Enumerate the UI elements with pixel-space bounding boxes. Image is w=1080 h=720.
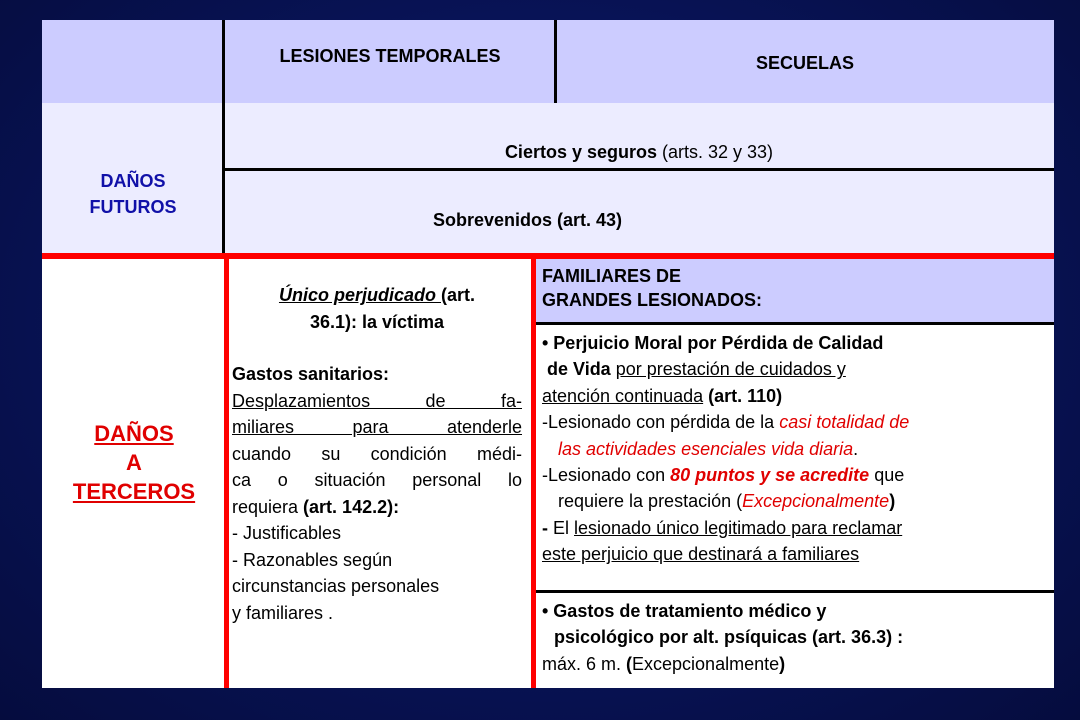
divider-perjuicio-gastos [534, 590, 1054, 593]
header-secuelas: SECUELAS [556, 20, 1054, 103]
gastos-tratamiento-line-3: máx. 6 m. (Excepcionalmente) [542, 653, 786, 674]
lesionado-casi-totalidad-line-1: -Lesionado con pérdida de la casi totalidad de [542, 412, 910, 433]
danos-a-terceros-label: DAÑOS A TERCEROS [42, 256, 226, 688]
familiares-grandes-lesionados-header: FAMILIARES DE GRANDES LESIONADOS: [536, 256, 1054, 324]
justificables-item: - Justificables [232, 523, 342, 543]
desplazamientos-line-1: Desplazamientos de fa- [232, 390, 522, 411]
lesionado-80-puntos-line-2: requiere la prestación (Excepcionalmente) [558, 491, 896, 512]
divider-ciertos-sobrevenidos [222, 168, 1054, 171]
red-divider-horizontal [42, 253, 1054, 259]
unico-perjudicado-cell [226, 256, 532, 688]
ciertos-seguros-bold: Ciertos y seguros [504, 142, 657, 162]
familiares-line: y familiares . [232, 602, 334, 623]
divider-header-vertical-1 [222, 20, 225, 256]
lesionado-unico-line-2: este perjuicio que destinará a familiares [542, 544, 860, 565]
gastos-sanitarios-heading: Gastos sanitarios: [232, 364, 390, 384]
circunstancias-line: circunstancias personales [232, 576, 440, 596]
divider-header-vertical-2 [554, 20, 557, 103]
lesionado-unico-line-1: - El lesionado único legitimado para reclamar [542, 517, 903, 538]
red-divider-vertical-1 [224, 253, 229, 688]
razonables-item: - Razonables según [232, 549, 393, 570]
condicion-line-1: cuando su condición médi- [232, 443, 522, 464]
lesionado-casi-totalidad-line-2: las actividades esenciales vida diaria. [558, 438, 859, 459]
la-victima-line: 36.1): la víctima [309, 311, 445, 332]
perjuicio-moral-line-1: • Perjuicio Moral por Pérdida de Calidad [542, 333, 884, 353]
ciertos-seguros-arts: (arts. 32 y 33) [657, 142, 774, 162]
unico-perjudicado-line: Único perjudicado (art. [278, 285, 476, 305]
lesionado-80-puntos-line-1: -Lesionado con 80 puntos y se acredite que [542, 465, 905, 486]
perjuicio-moral-cell [536, 324, 1054, 592]
requiera-line: requiera (art. 142.2): [232, 496, 400, 517]
gastos-tratamiento-cell [536, 592, 1054, 688]
gastos-tratamiento-line-1: • Gastos de tratamiento médico y [542, 601, 827, 621]
perjuicio-moral-line-3: atención continuada (art. 110) [542, 385, 783, 406]
ciertos-seguros-cell [224, 103, 1054, 170]
perjuicio-moral-line-2: de Vida por prestación de cuidados y [542, 359, 846, 380]
divider-familiares-header [534, 322, 1054, 325]
desplazamientos-line-2: miliares para atenderle [232, 417, 522, 437]
red-divider-vertical-2 [531, 253, 536, 688]
danos-futuros-label: DAÑOS FUTUROS [42, 103, 224, 254]
gastos-tratamiento-line-2: psicológico por alt. psíquicas (art. 36.3) : [554, 627, 904, 648]
sobrevenidos-cell: Sobrevenidos (art. 43) [224, 170, 1054, 254]
header-lesiones-temporales: LESIONES TEMPORALES [224, 20, 556, 103]
header-corner-cell [42, 20, 224, 103]
condicion-line-2: ca o situación personal lo [232, 470, 522, 490]
